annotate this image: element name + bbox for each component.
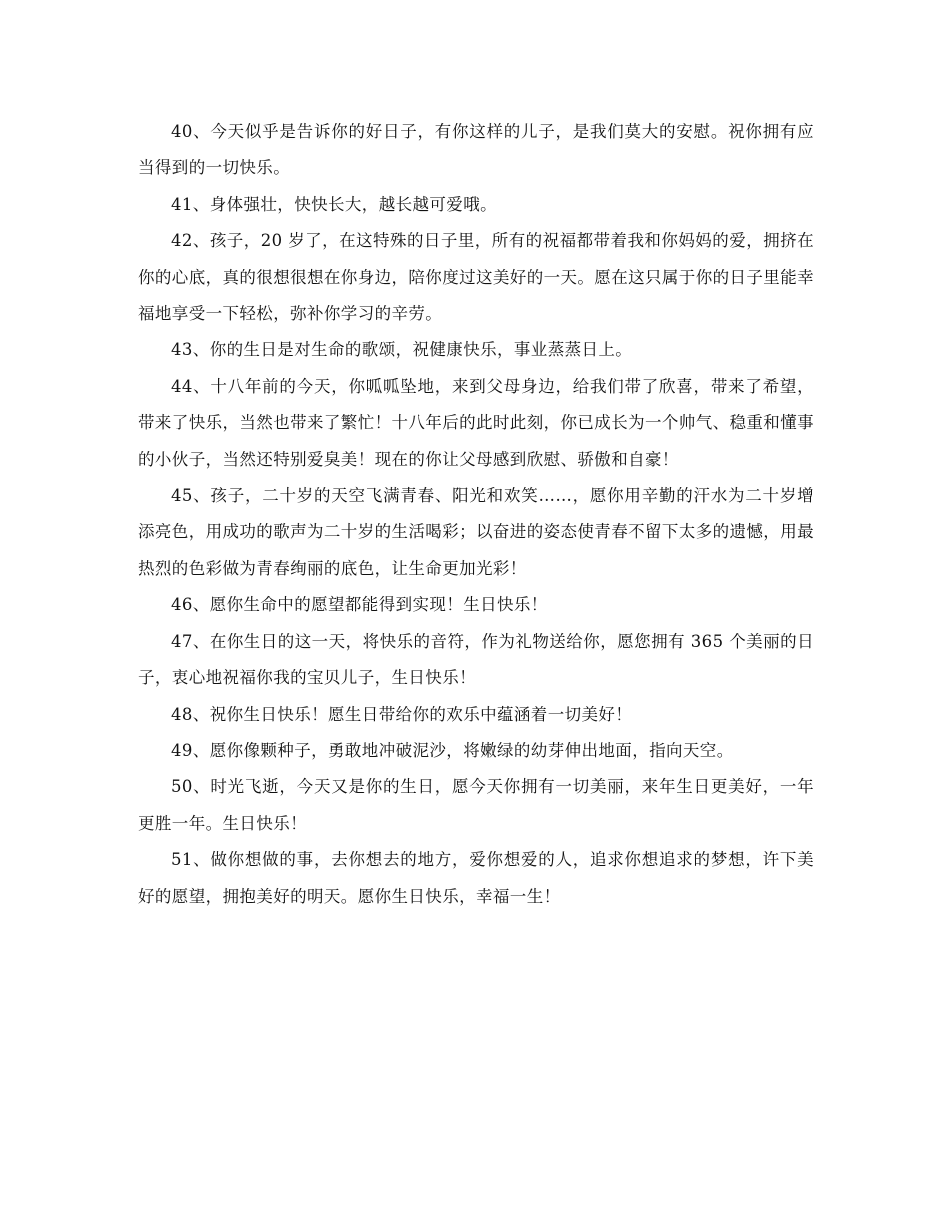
paragraph-47: 47、在你生日的这一天，将快乐的音符，作为礼物送给你，愿您拥有 365 个美丽的日子，衷心地祝福你我的宝贝儿子，生日快乐！ <box>138 631 814 688</box>
paragraph-46: 46、愿你生命中的愿望都能得到实现！生日快乐！ <box>171 595 548 615</box>
paragraph-51: 51、做你想做的事，去你想去的地方，爱你想爱的人，追求你想追求的梦想，许下美好的愿望，拥抱美好的明天。愿你生日快乐，幸福一生！ <box>138 850 814 906</box>
paragraph-41: 41、身体强壮，快快长大，越长越可爱哦。 <box>171 194 497 214</box>
document-body <box>138 114 814 915</box>
paragraph-50: 50、时光飞逝，今天又是你的生日，愿今天你拥有一切美丽，来年生日更美好，一年更胜一年。生日快乐！ <box>138 777 814 833</box>
paragraph-45: 45、孩子，二十岁的天空飞满青春、阳光和欢笑……，愿你用辛勤的汗水为二十岁增添亮色，用成功的歌声为二十岁的生活喝彩；以奋进的姿态使青春不留下太多的遗憾，用最热烈的色彩做为青春绚丽的底色，让生命更加光彩！ <box>138 486 814 578</box>
paragraph-44: 44、十八年前的今天，你呱呱坠地，来到父母身边，给我们带了欣喜，带来了希望，带来了快乐，当然也带来了繁忙！十八年后的此时此刻，你已成长为一个帅气、稳重和懂事的小伙子，当然还特别爱臭美！现在的你让父母感到欣慰、骄傲和自豪！ <box>138 376 814 469</box>
paragraph-43: 43、你的生日是对生命的歌颂，祝健康快乐，事业蒸蒸日上。 <box>171 340 633 360</box>
paragraph-40: 40、今天似乎是告诉你的好日子，有你这样的儿子，是我们莫大的安慰。祝你拥有应当得到的一切快乐。 <box>138 122 814 178</box>
paragraph-49: 49、愿你像颗种子，勇敢地冲破泥沙，将嫩绿的幼芽伸出地面，指向天空。 <box>171 740 734 760</box>
paragraph-42: 42、孩子，20 岁了，在这特殊的日子里，所有的祝福都带着我和你妈妈的爱，拥挤在你的心底，真的很想很想在你身边，陪你度过这美好的一天。愿在这只属于你的日子里能幸福地享受一下轻松，弥补你学习的辛劳。 <box>138 231 814 324</box>
paragraph-48: 48、祝你生日快乐！愿生日带给你的欢乐中蕴涵着一切美好！ <box>171 704 633 724</box>
